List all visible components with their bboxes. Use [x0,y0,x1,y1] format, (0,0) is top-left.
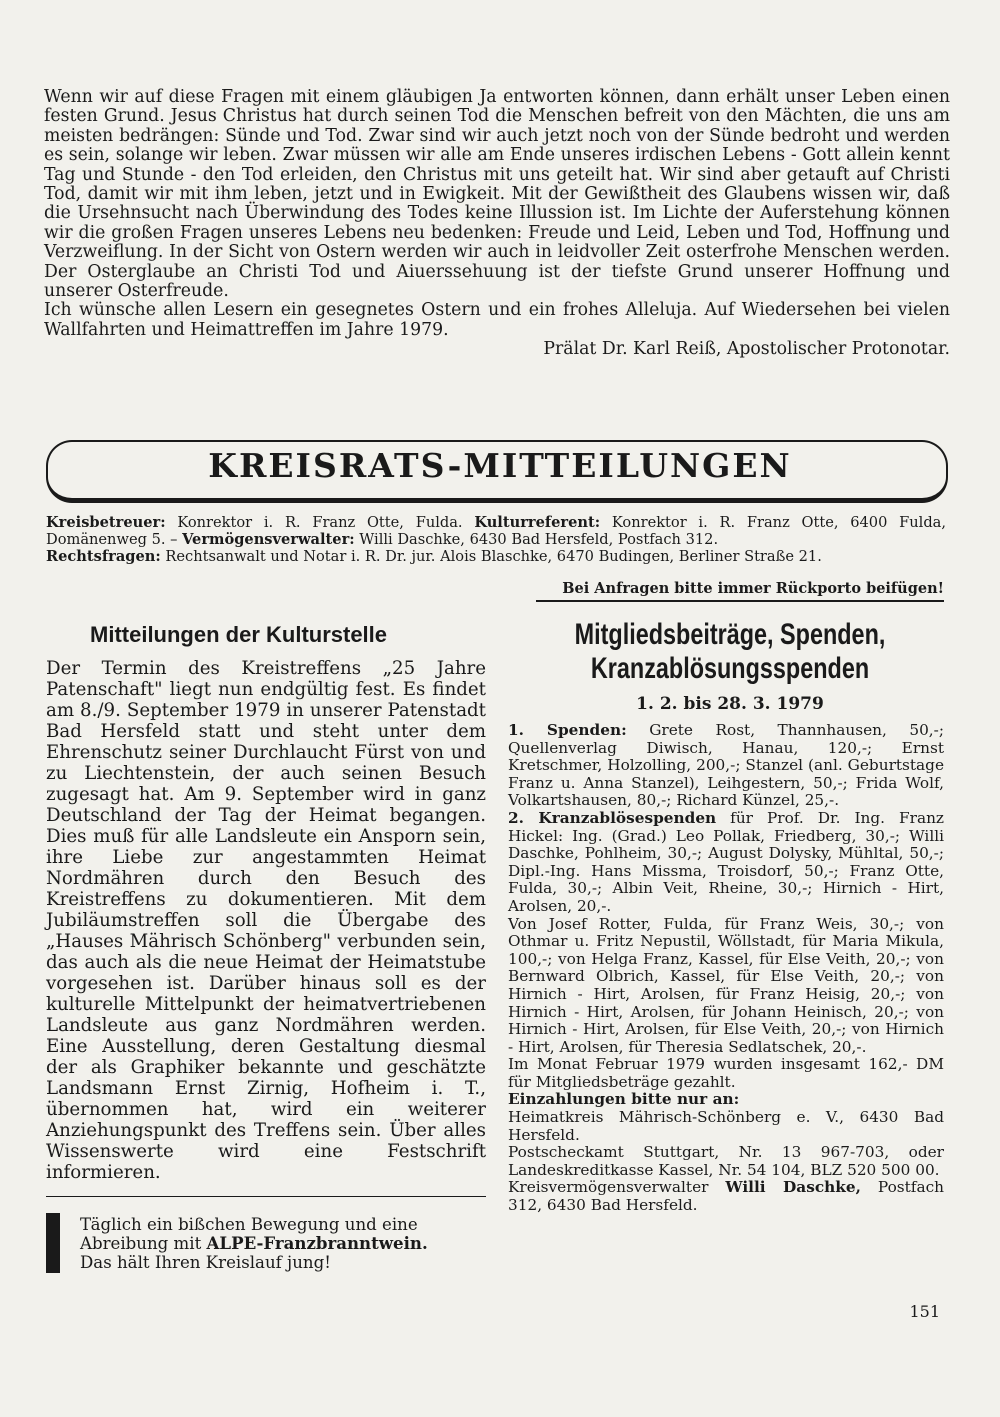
officials-label-3: Vermögensverwalter: [182,531,355,549]
spenden-name-7: Willi Daschke, [725,1178,861,1197]
spenden-text-6: Postscheckamt Stuttgart, Nr. 13 967-703, oder Landeskreditkasse Kassel, Nr. 54 104, BLZ 520 500 00. [508,1143,944,1179]
notice-divider [536,600,944,602]
officials-info [46,514,946,566]
signature: Prälat Dr. Karl Reiß, Apostolischer Protonotar. [543,339,950,360]
officials-text-2: Konrektor i. R. Franz Otte, 6400 Fulda, Domänenweg 5. – [46,514,947,549]
spenden-heading-line-2: Kranzablösungsspenden [590,652,870,685]
spenden-label-5: Einzahlungen bitte nur an: [508,1090,740,1109]
officials-text-4: Rechtsanwalt und Notar i. R. Dr. jur. Alois Blaschke, 6470 Budingen, Berliner Straße 21. [160,548,822,566]
officials-label-4: Rechtsfragen: [46,548,161,566]
ad-line-1: Täglich ein bißchen Bewegung und eine Abreibung mit [80,1215,418,1254]
ad-line-2: Das hält Ihren Kreislauf jung! [80,1253,331,1273]
spenden-text-7b: Postfach 312, 6430 Bad Hersfeld. [508,1178,944,1215]
officials-text-3: Willi Daschke, 6430 Bad Hersfeld, Postfach 312. [354,531,719,549]
officials-label-1: Kreisbetreuer: [46,514,166,531]
officials-label-2: Kulturreferent: [474,514,601,531]
kulturstelle-body: Der Termin des Kreistreffens „25 Jahre Patenschaft" liegt nun endgültig fest. Es findet am 8./9. September 1979 in unserer Patenstadt Bad Hersfeld statt und steht unter dem Ehrenschutz seiner Durchlaucht Fürst von und zu Liechtenstein, der auch seinen Besuch zugesagt hat. Am 9. September wird in ganz Deutschland der Tag der Heimat begangen. Dies muß für alle Landsleute ein Ansporn sein, ihre Liebe zur angestammten Heimat Nordmähren durch den Besuch des Kreistreffens zu dokumentieren. Mit dem Jubiläumstreffen soll die Übergabe des „Hauses Mährisch Schönberg" verbunden sein, das auch als die neue Heimat der Heimatstube vorgesehen ist. Darüber hinaus soll es der kulturelle Mittelpunkt der heimatvertriebenen Landsleute aus ganz Nordmähren werden. Eine Ausstellung, deren Gestaltung diesmal der als Graphiker bekannte und geschätzte Landsmann Ernst Zirnig, Hofheim i. T., übernommen hat, wird ein weiterer Anziehungspunkt des Treffens sein. Über alles Wissenswerte wird eine Festschrift informieren. [46,658,486,1183]
spenden-date-range: 1. 2. bis 28. 3. 1979 [636,694,824,714]
ad-marker-bar [46,1213,60,1273]
intro-wish: Ich wünsche allen Lesern ein gesegnetes Ostern und ein frohes Alleluja. Auf Wiedersehen bei vielen Wallfahrten und Heimattreffen im Jahre 1979. [44,300,950,340]
kulturstelle-heading: Mitteilungen der Kulturstelle [90,622,388,647]
spenden-label-2: 2. Kranzablösespenden [508,808,717,827]
spenden-text-1: Grete Rost, Thannhausen, 50,-; Quellenverlag Diwisch, Hanau, 120,-; Ernst Kretschmer, Holzolling, 200,-; Stanzel (anl. Geburtstage Franz u. Anna Stanzel), Leihgestern, 50,-; Frida Wolf, Volkartshausen, 80,-; Richard Künzel, 25,-. [508,721,944,810]
spenden-label-1: 1. Spenden: [508,721,627,739]
advertisement [80,1215,485,1273]
ad-brand: ALPE-Franzbranntwein. [206,1233,428,1254]
spenden-text-2: für Prof. Dr. Ing. Franz Hickel: Ing. (Grad.) Leo Pollak, Friedberg, 30,-; Willi Daschke, Pohlheim, 30,-; August Dolysky, Mühltal, 50,-; Dipl.-Ing. Hans Missma, Troisdorf, 50,-; Franz Otte, Fulda, 30,-; Albin Veit, Rheine, 30,-; Hirnich - Hirt, Arolsen, 20,-. [508,808,944,915]
spenden-heading [566,618,894,686]
intro-article [44,88,950,360]
spenden-body [508,722,944,1215]
officials-text-1: Konrektor i. R. Franz Otte, Fulda. [165,514,475,531]
left-column-divider [46,1196,486,1197]
spenden-text-4: Im Monat Februar 1979 wurden insgesamt 162,- DM für Mitgliedsbeträge gezahlt. [508,1055,944,1091]
spenden-heading-line-1: Mitgliedsbeiträge, Spenden, [574,618,886,651]
section-banner-title: KREISRATS-MITTEILUNGEN [208,446,792,485]
spenden-text-7a: Kreisvermögensverwalter [508,1178,726,1197]
intro-paragraph: Wenn wir auf diese Fragen mit einem gläubigen Ja entworten können, dann erhält unser Leben einen festen Grund. Jesus Christus hat durch seinen Tod die Menschen befreit von den Mächten, die uns am meisten bedrängen: Sünde und Tod. Zwar sind wir auch jetzt noch von der Sünde bedroht und werden es sein, solange wir leben. Zwar müssen wir alle am Ende unseres irdischen Lebens - Gott allein kennt Tag und Stunde - den Tod erleiden, den Christus mit uns geteilt hat. Wir sind aber getauft auf Christi Tod, damit wir mit ihm leben, jetzt und in Ewigkeit. Mit der Gewißtheit des Glaubens wissen wir, daß die Ursehnsucht nach Überwindung des Todes keine Illussion ist. Im Lichte der Auferstehung können wir die großen Fragen unseres Lebens neu bedenken: Freude und Leid, Leben und Tod, Hoffnung und Verzweiflung. In der Sicht von Ostern werden wir auch in leidvoller Zeit osterfrohe Menschen werden. Der Osterglaube an Christi Tod und Aiuerssehuung ist der tiefste Grund unserer Hoffnung und unserer Osterfreude. [44,87,950,302]
postage-notice: Bei Anfragen bitte immer Rückporto beifügen! [562,580,944,597]
spenden-text-3: Von Josef Rotter, Fulda, für Franz Weis, 30,-; von Othmar u. Fritz Nepustil, Wöllstadt, für Maria Mikula, 100,-; von Helga Franz, Kassel, für Else Veith, 20,-; von Bernward Olbrich, Kassel, für Else Veith, 20,-; von Hirnich - Hirt, Arolsen, für Franz Heisig, 20,-; von Hirnich - Hirt, Arolsen, für Johann Heinisch, 20,-; von Hirnich - Hirt, Arolsen, für Else Veith, 20,-; von Hirnich - Hirt, Arolsen, für Theresia Sedlatschek, 20,-. [508,914,944,1056]
spenden-text-5: Heimatkreis Mährisch-Schönberg e. V., 6430 Bad Hersfeld. [508,1108,944,1144]
page-number: 151 [909,1302,940,1321]
